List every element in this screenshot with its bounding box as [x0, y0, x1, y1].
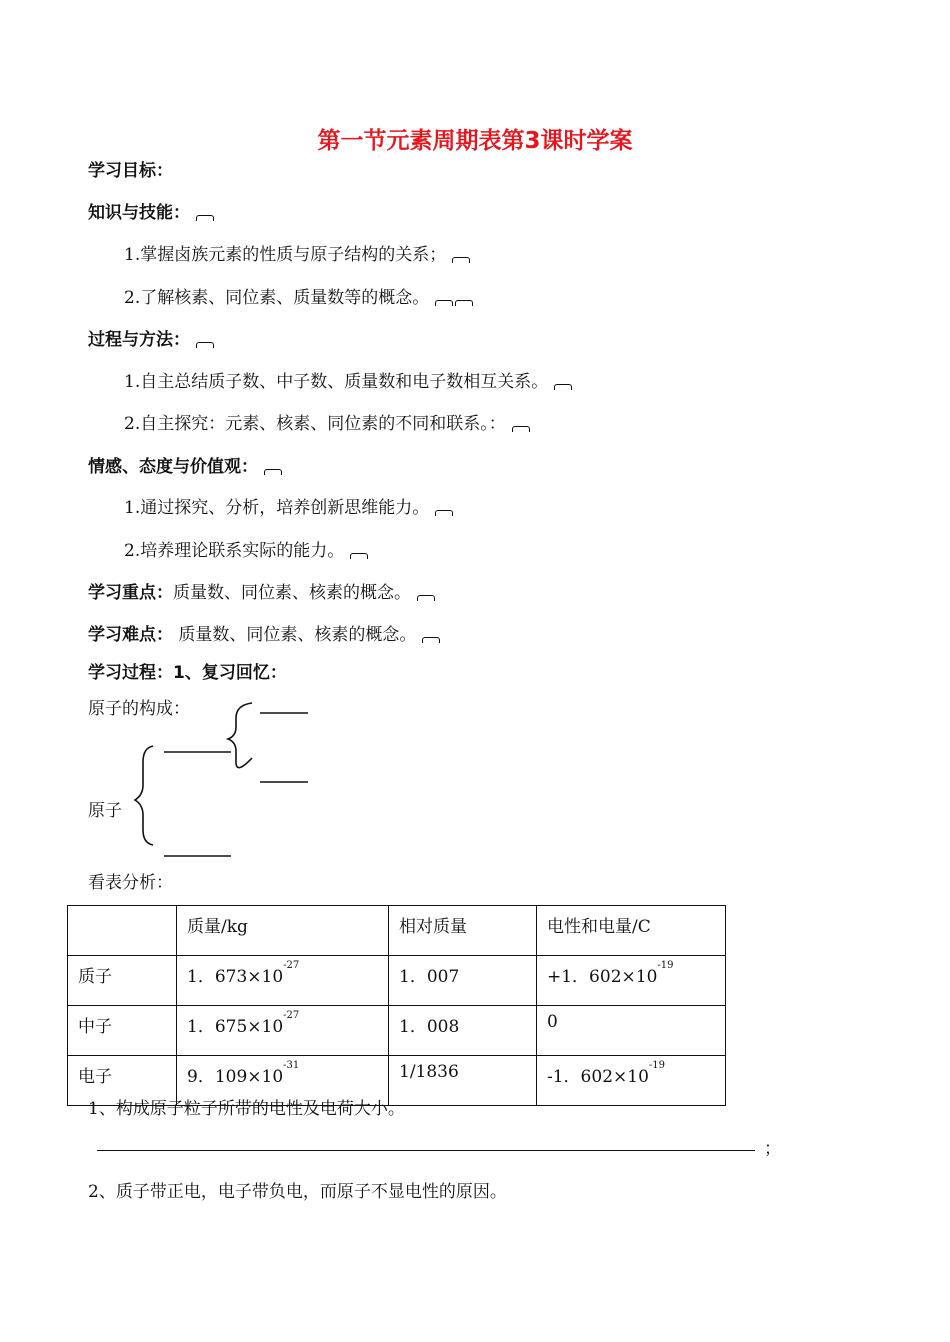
atom-structure-label: 原子的构成：: [88, 699, 190, 719]
question-2: 2、质子带正电，电子带负电，而原子不显电性的原因。: [88, 1182, 507, 1202]
process-heading-text: 过程与方法：: [88, 330, 190, 350]
objectives-heading: 学习目标：: [88, 161, 173, 181]
table-header-row: [68, 906, 726, 956]
table-header-cell: 电性和电量/C: [537, 906, 726, 956]
learning-process-heading: 学习过程：1、复习回忆：: [88, 663, 287, 683]
edit-mark-icon: [350, 553, 368, 559]
knowledge-item-text: 1.掌握卤族元素的性质与原子结构的关系；: [124, 245, 447, 265]
mass-value: 1．673×10: [187, 967, 284, 987]
charge-value: +1．602×10: [547, 967, 658, 987]
emotion-heading-text: 情感、态度与价值观：: [88, 457, 258, 477]
answer-line: [97, 1150, 755, 1151]
mass-cell: [177, 956, 389, 1006]
atom-structure-diagram: [130, 700, 320, 860]
table-row: [68, 956, 726, 1006]
charge-exponent: -19: [657, 960, 674, 971]
edit-mark-icon: [196, 215, 214, 221]
particle-name: 质子: [68, 956, 177, 1006]
table-header-cell: 质量/kg: [177, 906, 389, 956]
key-point: [88, 578, 435, 603]
difficulty-label: 学习难点：: [88, 625, 173, 645]
mass-value: 1．675×10: [187, 1017, 284, 1037]
charge-cell: [537, 1056, 726, 1106]
atom-label: 原子: [88, 801, 122, 821]
answer-line-end: ；: [764, 1139, 781, 1159]
outer-brace: [135, 746, 153, 845]
emotion-item-text: 2.培养理论联系实际的能力。: [124, 541, 345, 561]
table-row: [68, 1006, 726, 1056]
question-1: 1、构成原子粒子所带的电性及电荷大小。: [88, 1099, 405, 1119]
edit-mark-icon: [455, 300, 473, 306]
process-heading: [88, 325, 214, 350]
particle-table: [67, 905, 726, 1106]
process-item-text: 2.自主探究：元素、核素、同位素的不同和联系。：: [124, 414, 506, 434]
relative-mass: 1．008: [389, 1006, 537, 1056]
process-item: [124, 409, 530, 434]
mass-exponent: -31: [283, 1060, 300, 1071]
knowledge-item: [124, 240, 470, 265]
edit-mark-icon: [435, 300, 453, 306]
table-intro: 看表分析：: [88, 873, 173, 893]
edit-mark-icon: [264, 469, 282, 475]
emotion-item-text: 1.通过探究、分析，培养创新思维能力。: [124, 498, 430, 518]
key-point-label: 学习重点：: [88, 583, 173, 603]
key-point-text: 质量数、同位素、核素的概念。: [173, 583, 411, 603]
edit-mark-icon: [417, 595, 435, 601]
edit-mark-icon: [422, 637, 440, 643]
charge-cell: [537, 956, 726, 1006]
knowledge-heading: [88, 198, 214, 223]
relative-mass: 1．007: [389, 956, 537, 1006]
knowledge-item: [124, 283, 473, 308]
emotion-heading: [88, 452, 282, 477]
mass-cell: [177, 1006, 389, 1056]
relative-mass: 1/1836: [389, 1056, 537, 1106]
charge-value: 0: [547, 1012, 558, 1032]
edit-mark-icon: [435, 510, 453, 516]
page-title: 第一节元素周期表第3课时学案: [317, 128, 633, 154]
emotion-item: [124, 493, 453, 518]
particle-name: 中子: [68, 1006, 177, 1056]
edit-mark-icon: [512, 426, 530, 432]
difficulty: [88, 620, 440, 645]
difficulty-text: 质量数、同位素、核素的概念。: [173, 625, 417, 645]
knowledge-item-text: 2.了解核素、同位素、质量数等的概念。: [124, 288, 430, 308]
charge-value: -1．602×10: [547, 1067, 649, 1087]
mass-exponent: -27: [283, 960, 300, 971]
table-header-cell: [68, 906, 177, 956]
charge-cell: [537, 1006, 726, 1056]
knowledge-heading-text: 知识与技能：: [88, 203, 190, 223]
mass-exponent: -27: [283, 1010, 300, 1021]
process-item-text: 1.自主总结质子数、中子数、质量数和电子数相互关系。: [124, 372, 549, 392]
process-item: [124, 367, 572, 392]
charge-exponent: -19: [648, 1060, 665, 1071]
edit-mark-icon: [196, 342, 214, 348]
emotion-item: [124, 536, 368, 561]
edit-mark-icon: [452, 257, 470, 263]
mass-value: 9．109×10: [187, 1067, 284, 1087]
inner-brace: [228, 703, 252, 768]
table-header-cell: 相对质量: [389, 906, 537, 956]
edit-mark-icon: [554, 384, 572, 390]
particle-name: 电子: [68, 1056, 177, 1106]
